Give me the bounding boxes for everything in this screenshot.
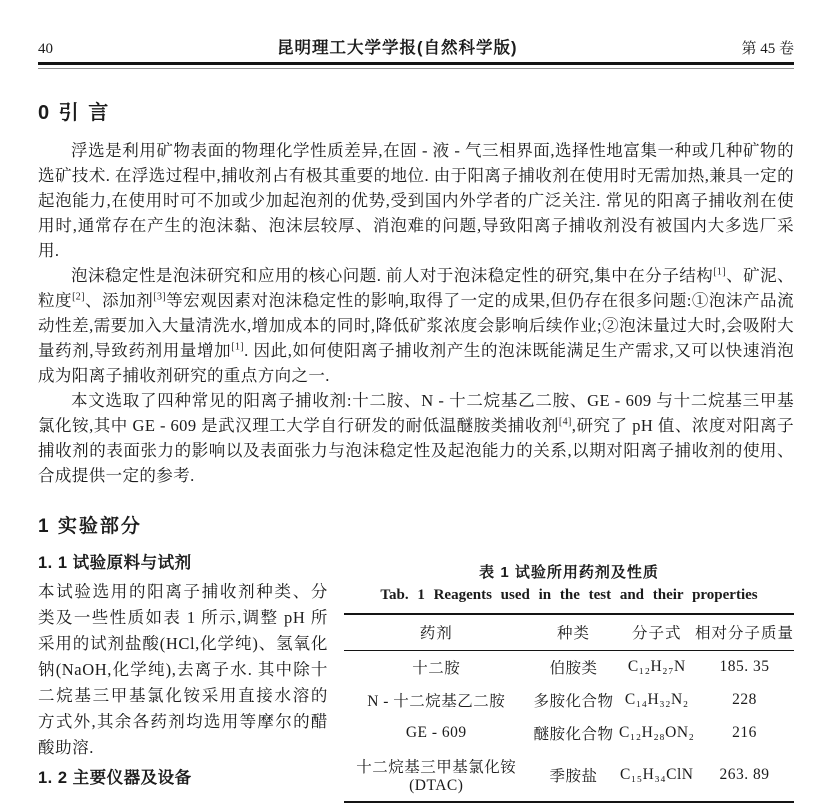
volume-label: 第 45 卷 — [741, 41, 794, 57]
table-cell: 醚胺化合物 — [533, 726, 614, 743]
table-header-cell: 相对分子质量 — [695, 614, 794, 651]
citation-superscript: [3] — [153, 291, 167, 303]
table-1-block — [344, 561, 794, 803]
citation-superscript: [1] — [231, 341, 245, 353]
table-row — [344, 717, 794, 750]
table-header-cell: 药剂 — [344, 614, 529, 651]
header-rule-thick — [38, 62, 794, 65]
table-cell: C₁₄H₃₂N₂ — [624, 691, 689, 708]
table-row — [344, 750, 794, 802]
table-header-cell: 种类 — [529, 614, 619, 651]
table-row — [344, 684, 794, 717]
table-cell: 伯胺类 — [549, 660, 598, 677]
citation-superscript: [4] — [558, 416, 572, 428]
running-header — [38, 0, 794, 58]
reagents-table — [344, 613, 794, 803]
citation-superscript: [1] — [713, 266, 727, 278]
table-header-cell: 分子式 — [619, 614, 696, 651]
table-cell: C₁₂H₂₈ON₂ — [619, 724, 695, 741]
table-cell: 185. 35 — [719, 658, 770, 675]
table-cell: C₁₅H₃₄ClN — [620, 766, 694, 783]
table-cell: GE - 609 — [405, 724, 467, 741]
table-cell: 216 — [732, 724, 757, 741]
section-1-1-body: 本试验选用的阳离子捕收剂种类、分类及一些性质如表 1 所示,调整 pH 所采用的试剂盐酸(HCl,化学纯)、氢氧化钠(NaOH,化学纯),去离子水. 其中除十二烷基三甲基氯化铵采用直接水溶的方式外,其余各药剂均选用等摩尔的醋酸助溶. — [38, 582, 328, 757]
page-number: 40 — [38, 41, 53, 57]
section-1-2-heading: 1. 2 主要仪器及设备 — [38, 769, 192, 787]
section-1-heading: 1 实验部分 — [38, 516, 142, 537]
table-cell: C₁₂H₂₇N — [627, 658, 686, 675]
table-cell: 十二胺 — [412, 660, 461, 677]
table-body — [344, 651, 794, 803]
citation-superscript: [2] — [72, 291, 85, 303]
table-cell: 263. 89 — [719, 766, 770, 783]
intro-paragraph-1: 浮选是利用矿物表面的物理化学性质差异,在固 - 液 - 气三相界面,选择性地富集一种或几种矿物的选矿技术. 在浮选过程中,捕收剂占有极其重要的地位. 由于阳离子捕收剂在使用时无需加热,兼具一定的起泡能力,在使用时可不加或少加起泡剂的优势,受到国内外学者的广泛关注. 常见的阳离子捕收剂在使用时,通常存在产生的泡沫黏、泡沫层较厚、消泡难的问题,导致阳离子捕收剂没有被国内大多选厂采用. — [38, 141, 794, 260]
left-column — [38, 549, 328, 803]
intro-paragraph-2: 泡沫稳定性是泡沫研究和应用的核心问题. 前人对于泡沫稳定性的研究,集中在分子结构[1]、矿泥、粒度[2]、添加剂[3]等宏观因素对泡沫稳定性的影响,取得了一定的成果,但仍存在很多问题:①泡沫产品流动性差,需要加入大量清洗水,增加成本的同时,降低矿浆浓度会影响后续作业;②泡沫量过大时,会吸附大量药剂,导致药剂用量增加[1]. 因此,如何使阳离子捕收剂产生的泡沫既能满足生产需求,又可以快速消泡成为阳离子捕收剂研究的重点方向之一. — [38, 266, 795, 385]
table-cell: 228 — [732, 691, 757, 708]
table-cell: 多胺化合物 — [533, 693, 614, 710]
table-cell: 季胺盐 — [549, 768, 598, 785]
table-cell: N - 十二烷基乙二胺 — [367, 693, 506, 710]
two-column-area — [38, 549, 794, 803]
table-cell: 十二烷基三甲基氯化铵(DTAC) — [356, 759, 517, 794]
section-1-1-heading: 1. 1 试验原料与试剂 — [38, 554, 192, 572]
section-0-heading: 0 引 言 — [38, 102, 111, 124]
table-1-caption-en: Tab. 1 Reagents used in the test and their properties — [380, 587, 758, 603]
journal-title: 昆明理工大学学报(自然科学版) — [276, 39, 518, 57]
header-rule-thin — [38, 68, 794, 69]
table-1-caption-zh: 表 1 试验所用药剂及性质 — [479, 564, 659, 581]
intro-paragraph-3: 本文选取了四种常见的阳离子捕收剂:十二胺、N - 十二烷基乙二胺、GE - 609 与十二烷基三甲基氯化铵,其中 GE - 609 是武汉理工大学自行研发的耐低温醚胺类捕收剂[4],研究了 pH 值、浓度对阳离子捕收剂的表面张力的影响以及表面张力与泡沫稳定性及起泡能力的关系,以期对阳离子捕收剂的使用、合成提供一定的参考. — [38, 391, 794, 485]
table-header-row — [344, 614, 794, 651]
table-row — [344, 651, 794, 685]
